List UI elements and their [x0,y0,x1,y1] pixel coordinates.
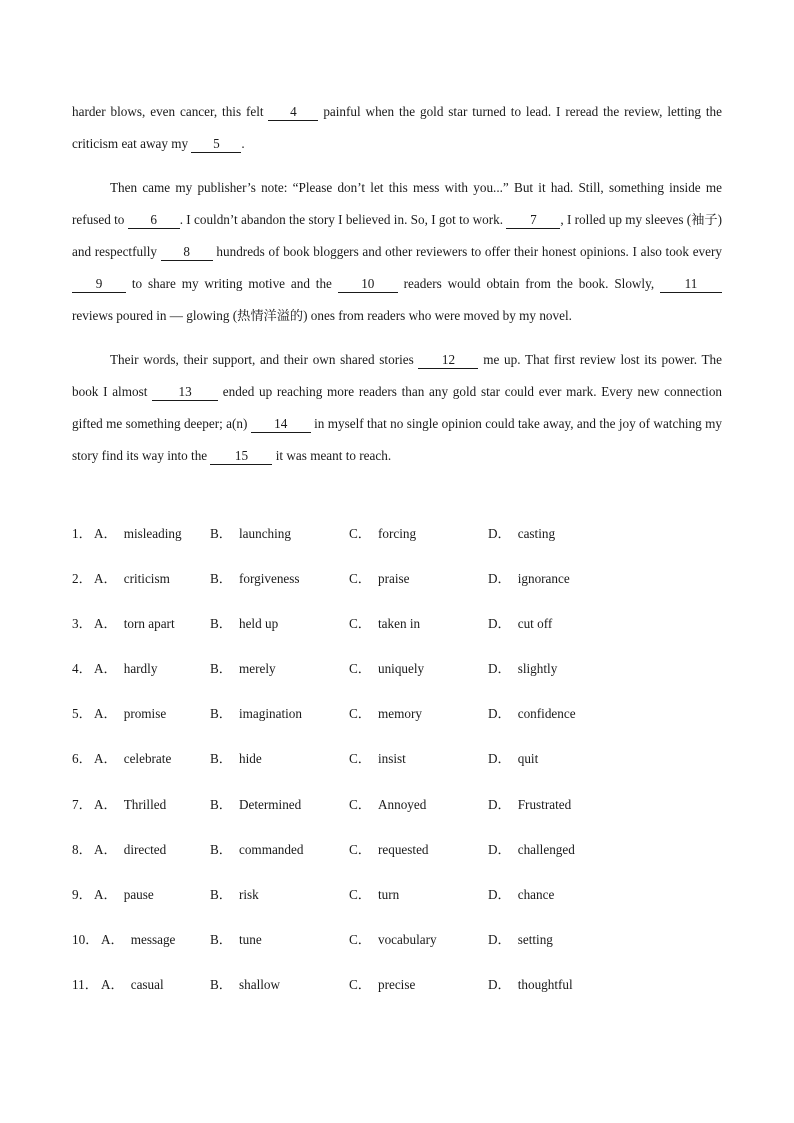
question-list [72,520,722,1016]
option-label: A． [101,931,124,947]
option-a [101,926,175,954]
passage-text: it was meant to reach. [272,448,392,463]
passage-text: me up. That first review lost its power. The book I almost [72,352,722,399]
option-label: B． [210,931,232,947]
blank-9: 9 [72,276,126,293]
passage-text: , I rolled up my sleeves (袖子) and respectfully [72,212,722,259]
option-label: C． [349,571,371,587]
option-text: slightly [517,661,558,677]
option-text: uniquely [377,661,425,677]
option-text: casual [130,976,164,992]
question-row [72,700,722,745]
option-text: torn apart [123,616,175,632]
option-text: requested [377,841,429,857]
option-label: A． [94,841,117,857]
option-text: precise [377,976,416,992]
question-number: 5． [72,706,92,722]
option-b [210,745,262,773]
option-label: C． [349,661,371,677]
question-number: 7． [72,796,92,812]
passage-paragraph-2 [72,172,722,332]
option-a [94,610,175,638]
blank-8: 8 [161,244,213,261]
option-a [94,655,157,683]
option-text: merely [238,661,276,677]
option-text: casting [517,526,556,541]
blank-11: 11 [660,276,722,293]
question-row [72,565,722,610]
option-d [488,836,575,864]
option-label: A． [94,886,117,902]
option-label: D． [488,616,511,632]
option-label: D． [488,571,511,587]
option-d [488,520,555,548]
option-b [210,565,300,593]
option-a [94,836,166,864]
question-number: 1． [72,526,92,541]
option-text: celebrate [123,751,172,767]
option-label: C． [349,796,371,812]
blank-15: 15 [210,448,272,465]
option-label: B． [210,841,232,857]
option-text: ignorance [517,571,570,587]
option-label: B． [210,886,232,902]
option-c [349,565,409,593]
blank-12: 12 [418,352,478,369]
question-row [72,791,722,836]
question-row [72,520,722,565]
option-label: C． [349,976,371,992]
passage-text: hundreds of book bloggers and other reviewers to offer their honest opinions. I also took every [212,244,722,259]
option-a [94,520,182,548]
option-b [210,971,280,999]
option-label: C． [349,931,371,947]
option-c [349,520,416,548]
blank-10: 10 [338,276,398,293]
passage-paragraph-3 [72,344,722,472]
option-text: cut off [517,616,553,632]
option-label: D． [488,886,511,902]
option-d [488,971,573,999]
option-c [349,655,424,683]
option-text: chance [517,886,555,902]
passage-text: to share my writing motive and the [126,276,338,291]
option-text: criticism [123,571,170,587]
option-text: challenged [517,841,575,857]
passage-text: readers would obtain from the book. Slowly, [397,276,661,291]
option-label: A． [94,661,117,677]
option-text: hardly [123,661,158,677]
option-text: memory [377,706,422,722]
option-d [488,610,552,638]
option-b [210,520,291,548]
option-text: insist [377,751,406,767]
option-text: misleading [123,526,182,541]
option-d [488,926,553,954]
option-label: D． [488,706,511,722]
option-text: quit [517,751,539,767]
option-label: A． [94,751,117,767]
option-text: shallow [238,976,281,992]
question-row [72,836,722,881]
passage-text: Their words, their support, and their own shared stories [110,352,419,367]
question-row [72,610,722,655]
passage-text: painful when the gold star turned to lead. I reread the review, letting the criticism eat away my [72,104,722,151]
blank-6: 6 [128,212,180,229]
option-d [488,700,576,728]
option-b [210,881,259,909]
option-b [210,655,276,683]
option-label: C． [349,751,371,767]
option-label: A． [101,976,124,992]
option-c [349,926,437,954]
question-number: 6． [72,751,92,767]
option-a [94,700,166,728]
option-label: C． [349,526,371,541]
option-c [349,836,429,864]
option-text: message [130,931,176,947]
passage-text: in myself that no single opinion could take away, and the joy of watching my story find its way into the [72,416,722,463]
option-text: launching [238,526,291,541]
option-text: promise [123,706,167,722]
option-label: B． [210,796,232,812]
option-d [488,881,554,909]
option-label: A． [94,706,117,722]
option-text: vocabulary [377,931,437,947]
option-label: D． [488,931,511,947]
option-text: forcing [377,526,417,541]
blank-4: 4 [268,104,318,121]
option-text: commanded [238,841,304,857]
question-row [72,926,722,971]
option-c [349,745,406,773]
question-row [72,655,722,700]
option-b [210,700,302,728]
option-label: B． [210,706,232,722]
option-b [210,926,262,954]
passage-text: harder blows, even cancer, this felt [72,104,269,119]
blank-7: 7 [506,212,560,229]
option-label: D． [488,526,511,541]
option-b [210,791,301,819]
option-text: risk [238,886,259,902]
option-a [101,971,164,999]
option-text: Determined [238,796,302,812]
option-label: A． [94,796,117,812]
option-label: D． [488,976,511,992]
option-text: forgiveness [238,571,300,587]
passage-text: Then came my publisher’s note: “Please don’t let this mess with you...” But it had. Still, something inside me refused to [72,180,722,227]
option-label: D． [488,751,511,767]
blank-14: 14 [251,416,311,433]
question-number: 8． [72,841,92,857]
option-d [488,791,571,819]
option-label: C． [349,616,371,632]
option-label: B． [210,661,232,677]
option-label: B． [210,526,232,541]
option-a [94,791,166,819]
option-text: confidence [517,706,576,722]
option-label: D． [488,796,511,812]
option-text: taken in [377,616,421,632]
option-label: A． [94,571,117,587]
option-text: Annoyed [377,796,427,812]
question-row [72,881,722,926]
option-label: C． [349,841,371,857]
passage-text: ended up reaching more readers than any gold star could ever mark. Every new connection gifted me something deeper; a(n) [72,384,723,431]
option-d [488,565,570,593]
option-text: thoughtful [517,976,573,992]
option-label: B． [210,571,232,587]
option-b [210,836,303,864]
question-number: 9． [72,886,92,902]
option-text: pause [123,886,154,902]
option-a [94,565,170,593]
passage-paragraph-1 [72,96,722,160]
blank-13: 13 [152,384,218,401]
option-c [349,971,415,999]
question-row [72,745,722,790]
option-label: B． [210,976,232,992]
option-label: D． [488,841,511,857]
option-label: A． [94,616,117,632]
question-number: 10． [72,931,99,947]
passage-text: reviews poured in — glowing (热情洋溢的) ones from readers who were moved by my novel. [72,308,572,323]
option-d [488,655,557,683]
option-text: Thrilled [123,796,167,812]
option-text: tune [238,931,262,947]
option-text: Frustrated [517,796,572,812]
option-text: praise [377,571,410,587]
blank-5: 5 [191,136,241,153]
option-label: B． [210,616,232,632]
option-text: held up [238,616,279,632]
option-text: turn [377,886,400,902]
option-label: C． [349,886,371,902]
option-label: C． [349,706,371,722]
passage-text: . [241,136,245,151]
option-text: directed [123,841,167,857]
option-text: setting [517,931,553,947]
passage-text: . I couldn’t abandon the story I believed in. So, I got to work. [179,212,507,227]
option-label: D． [488,661,511,677]
option-a [94,881,154,909]
option-b [210,610,278,638]
option-c [349,610,420,638]
option-a [94,745,171,773]
option-text: imagination [238,706,302,722]
option-label: A． [94,526,117,541]
question-number: 11． [72,976,98,992]
question-number: 3． [72,616,92,632]
option-text: hide [238,751,262,767]
question-number: 2． [72,571,92,587]
option-d [488,745,538,773]
question-number: 4． [72,661,92,677]
option-label: B． [210,751,232,767]
option-c [349,881,399,909]
question-row [72,971,722,1016]
option-c [349,700,422,728]
passage [72,96,722,472]
option-c [349,791,426,819]
